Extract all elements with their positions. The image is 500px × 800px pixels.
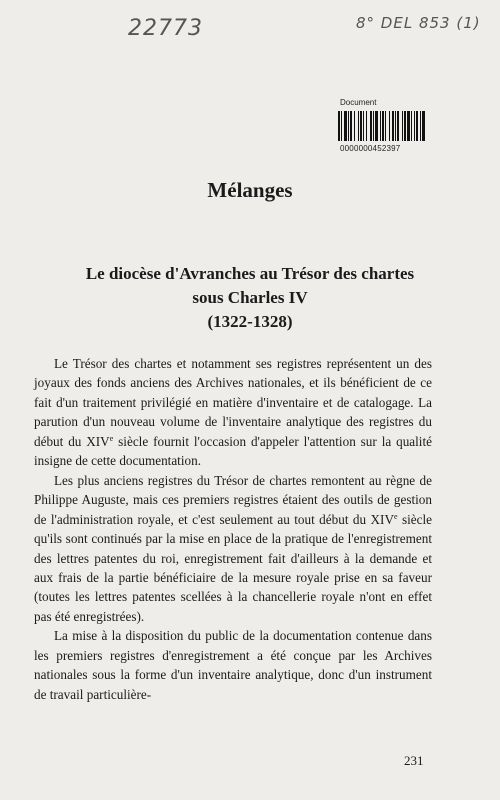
barcode-sticker bbox=[338, 98, 460, 153]
barcode-bar bbox=[397, 111, 399, 141]
paragraph-2 bbox=[34, 471, 432, 627]
barcode-bar bbox=[366, 111, 367, 141]
barcode-graphic bbox=[338, 111, 456, 141]
barcode-bar bbox=[344, 111, 347, 141]
paragraph-2-text: Les plus anciens registres du Trésor de chartes remontent au règne de Philippe Auguste, mais ces premiers registres étaient des outils de gestion de l'administration royale, et c'est seulement au tout début du XIV bbox=[34, 472, 432, 527]
barcode-bar bbox=[416, 111, 418, 141]
barcode-bar bbox=[370, 111, 372, 141]
section-title: Mélanges bbox=[207, 178, 293, 202]
barcode-bar bbox=[402, 111, 403, 141]
barcode-bar bbox=[375, 111, 378, 141]
article-title-line-3: (1322-1328) bbox=[207, 312, 293, 331]
barcode-bar bbox=[350, 111, 352, 141]
barcode-bar bbox=[422, 111, 425, 141]
article-body bbox=[34, 354, 432, 704]
barcode-bar bbox=[411, 111, 412, 141]
barcode-label: Document bbox=[340, 98, 377, 107]
article-title-line-1: Le diocèse d'Avranches au Trésor des chartes bbox=[85, 264, 415, 283]
barcode-bar bbox=[354, 111, 355, 141]
paragraph-2-tail: siècle qu'ils sont continués par la mise en place de la pratique de l'enregistrement des lettres patentes du roi, enregistrement fait d'ailleurs à la demande et aux frais de la partie bénéficiaire de la mesure royale prise en sa faveur (toutes les lettres patentes scellées à la chancellerie royale n'ont en effet pas été enregistrées). bbox=[34, 511, 432, 624]
paragraph-1 bbox=[34, 354, 432, 471]
barcode-bar bbox=[392, 111, 394, 141]
page-number: 231 bbox=[404, 753, 424, 768]
paragraph-3: La mise à la disposition du public de la documentation contenue dans les premiers registres d'enregistrement a été conçue par les Archives nationales sous la forme d'un inventaire analytique, donc d'un instrument de travail particulière- bbox=[34, 628, 432, 702]
barcode-bar bbox=[407, 111, 410, 141]
barcode-bar bbox=[373, 111, 374, 141]
paragraph-1-tail: siècle fournit l'occasion d'appeler l'attention sur la qualité insigne de cette documentation. bbox=[34, 433, 432, 469]
barcode-bar bbox=[389, 111, 390, 141]
barcode-bar bbox=[395, 111, 396, 141]
paragraph-2-superscript: e bbox=[393, 511, 398, 521]
barcode-bar bbox=[348, 111, 349, 141]
barcode-bar bbox=[404, 111, 406, 141]
article-title-line-2: sous Charles IV bbox=[192, 288, 308, 307]
barcode-bar bbox=[363, 111, 364, 141]
article-title bbox=[30, 262, 470, 334]
barcode-bar bbox=[382, 111, 384, 141]
barcode-number: 0000000452397 bbox=[340, 144, 401, 153]
barcode-bar bbox=[414, 111, 415, 141]
handwritten-shelfmark-left: 22773 bbox=[128, 16, 203, 41]
barcode-bar bbox=[420, 111, 421, 141]
handwritten-shelfmark-right: 8° DEL 853 (1) bbox=[356, 14, 481, 32]
barcode-bar bbox=[385, 111, 386, 141]
barcode-bar bbox=[360, 111, 362, 141]
barcode-bar bbox=[341, 111, 342, 141]
paragraph-1-text: Le Trésor des chartes et notamment ses registres représentent un des joyaux des fonds anciens des Archives nationales, et ils bénéficient de ce fait d'un traitement privilégié en matière d'inventaire et de catalogage. La parution d'un nouveau volume de l'inventaire analytique des registres du début du XIV bbox=[34, 356, 432, 449]
barcode-bar bbox=[380, 111, 381, 141]
barcode-bar bbox=[358, 111, 359, 141]
barcode-bar bbox=[338, 111, 340, 141]
paragraph-1-superscript: e bbox=[109, 433, 114, 443]
